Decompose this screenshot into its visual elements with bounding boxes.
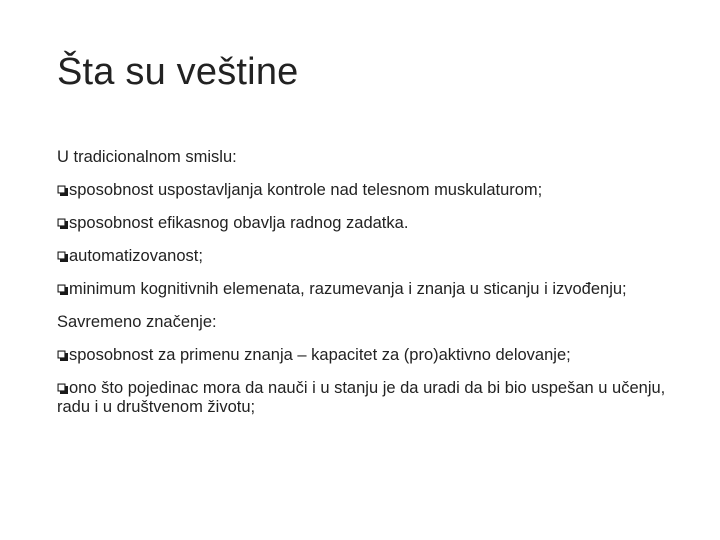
paragraph-text: U tradicionalnom smislu: bbox=[57, 148, 237, 166]
bullet-item bbox=[57, 247, 667, 266]
bullet-text: minimum kognitivnih elemenata, razumevanja i znanja u sticanju i izvođenju; bbox=[69, 280, 627, 298]
paragraph-text: Savremeno značenje: bbox=[57, 313, 217, 331]
q-bullet-icon bbox=[57, 383, 68, 394]
bullet-item bbox=[57, 214, 667, 233]
bullet-item bbox=[57, 379, 667, 417]
bullet-text: automatizovanost; bbox=[69, 247, 203, 265]
bullet-text: sposobnost za primenu znanja – kapacitet za (pro)aktivno delovanje; bbox=[69, 346, 571, 364]
text-paragraph bbox=[57, 313, 667, 332]
bullet-text: ono što pojedinac mora da nauči i u stanju je da uradi da bi bio uspešan u učenju, radu i u društvenom životu; bbox=[57, 379, 666, 416]
q-bullet-icon bbox=[57, 251, 68, 262]
bullet-text: sposobnost uspostavljanja kontrole nad telesnom muskulaturom; bbox=[69, 181, 543, 199]
bullet-item bbox=[57, 181, 667, 200]
bullet-item bbox=[57, 346, 667, 365]
text-paragraph bbox=[57, 148, 667, 167]
q-bullet-icon bbox=[57, 185, 68, 196]
bullet-item bbox=[57, 280, 667, 299]
q-bullet-icon bbox=[57, 218, 68, 229]
q-bullet-icon bbox=[57, 284, 68, 295]
slide-content bbox=[57, 148, 667, 431]
slide-title: Šta su veštine bbox=[57, 51, 299, 93]
bullet-text: sposobnost efikasnog obavlja radnog zadatka. bbox=[69, 214, 409, 232]
q-bullet-icon bbox=[57, 350, 68, 361]
